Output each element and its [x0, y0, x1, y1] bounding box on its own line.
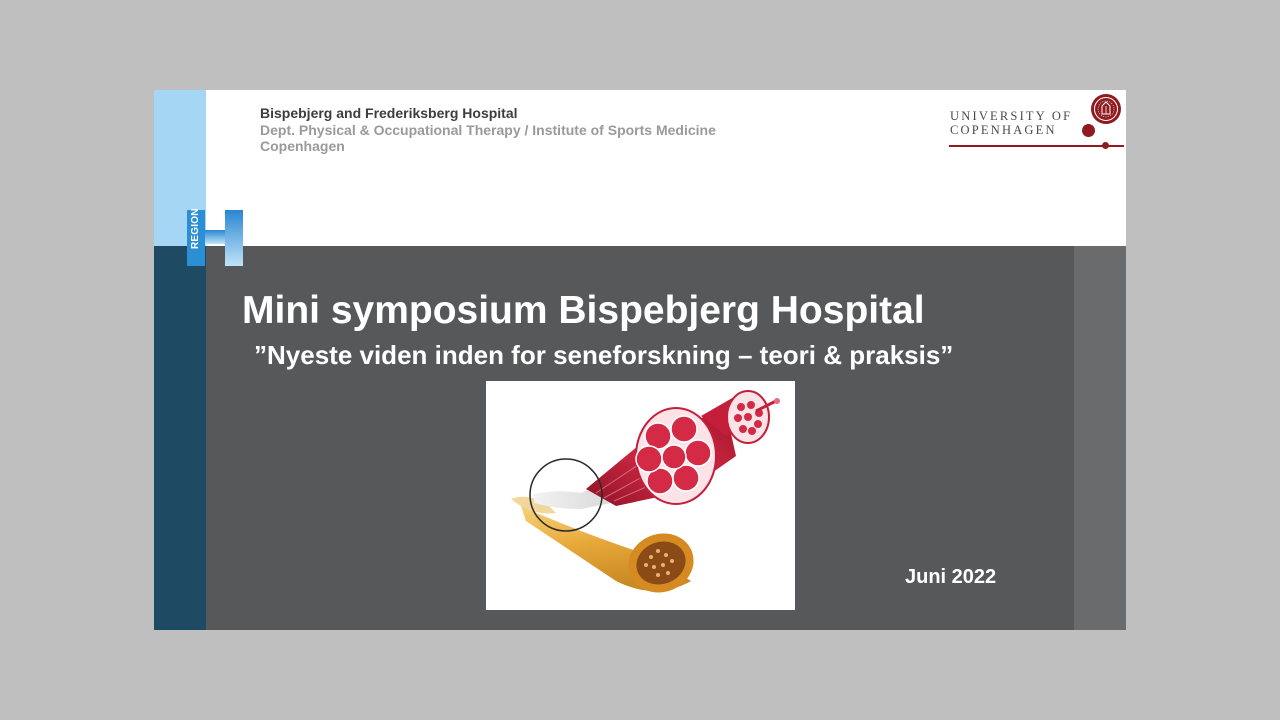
hospital-name: Bispebjerg and Frederiksberg Hospital	[260, 105, 518, 121]
ku-dot-icon	[1082, 124, 1095, 137]
ku-seal-icon	[1090, 93, 1122, 125]
muscle-tendon-bone-icon	[486, 381, 795, 610]
date-label: Juni 2022	[905, 566, 997, 588]
right-panel	[1074, 246, 1126, 630]
slide-title: Mini symposium Bispebjerg Hospital	[242, 289, 925, 332]
muscle-tendon-illustration	[486, 381, 795, 610]
slide	[154, 90, 1126, 630]
slide-subtitle: ”Nyeste viden inden for seneforskning – teori & praksis”	[254, 340, 954, 370]
region-h-logo	[187, 210, 245, 266]
dark-blue-stripe	[154, 246, 206, 630]
university-logo-line2: COPENHAGEN	[950, 123, 1057, 137]
department-name: Dept. Physical & Occupational Therapy / Institute of Sports Medicine	[260, 122, 716, 138]
ku-underline-dot	[1102, 142, 1109, 149]
city-name: Copenhagen	[260, 138, 345, 154]
university-logo-line1: UNIVERSITY OF	[950, 109, 1073, 123]
region-text: REGION	[190, 208, 201, 249]
ku-underline	[949, 145, 1124, 147]
